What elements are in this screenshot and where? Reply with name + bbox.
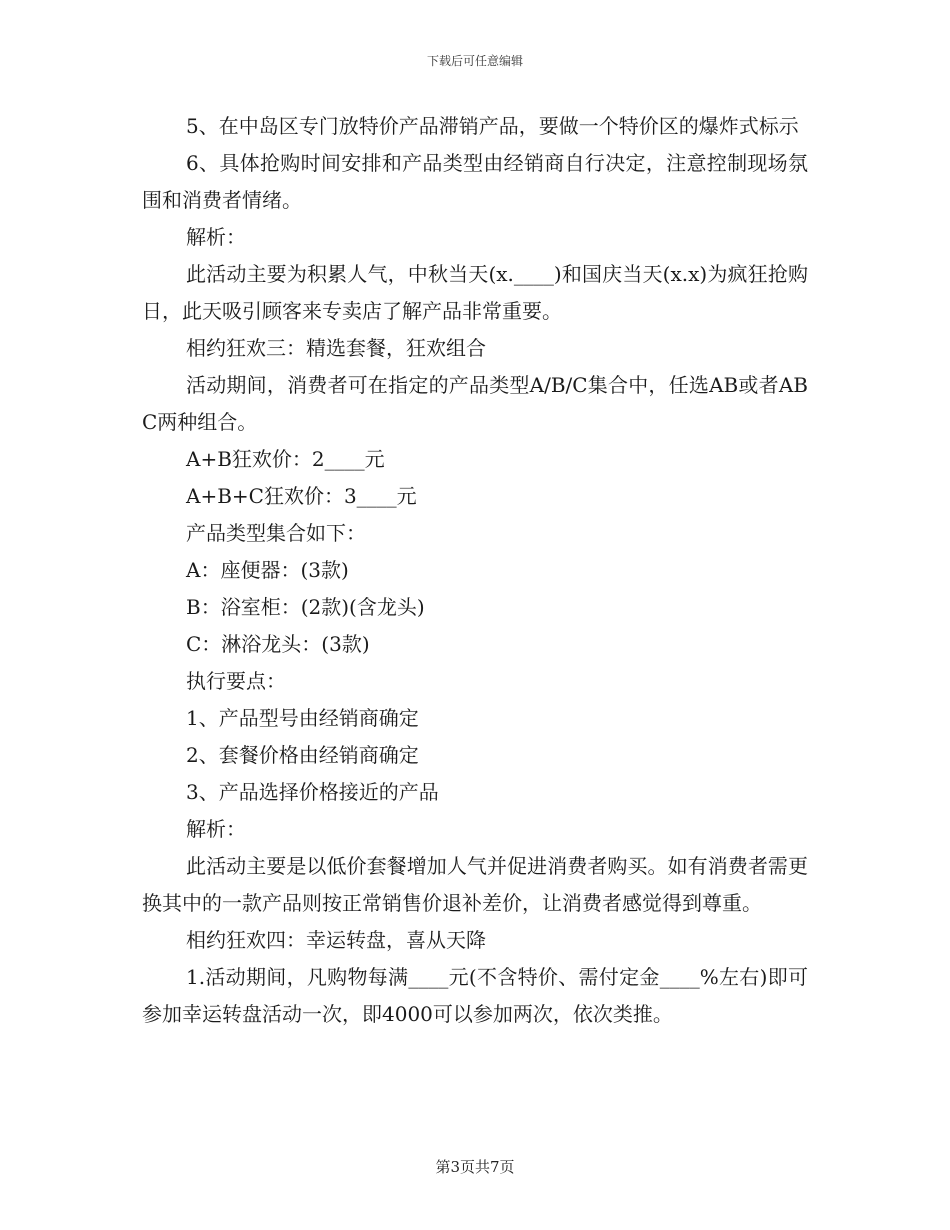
product-set-a: A：座便器：(3款) — [186, 558, 349, 582]
analysis-paragraph-2: 此活动主要是以低价套餐增加人气并促进消费者购买。如有消费者需更换其中的一款产品则按正常销售价退补差价，让消费者感觉得到尊重。 — [142, 854, 808, 915]
document-body — [142, 108, 808, 1033]
analysis-paragraph: 此活动主要为积累人气，中秋当天(x.____)和国庆当天(x.x)为疯狂抢购日，此天吸引顾客来专卖店了解产品非常重要。 — [142, 262, 808, 323]
analysis-heading-2: 解析： — [186, 817, 246, 841]
activity-description: 活动期间，消费者可在指定的产品类型A/B/C集合中，任选AB或者ABC两种组合。 — [142, 373, 808, 434]
wheel-activity-rule: 1.活动期间，凡购物每满____元(不含特价、需付定金____%左右)即可参加幸运转盘活动一次，即4000可以参加两次，依次类推。 — [142, 965, 808, 1026]
execution-point-3: 3、产品选择价格接近的产品 — [186, 780, 439, 804]
analysis-heading: 解析： — [186, 225, 246, 249]
page-header: 下载后可任意编辑 — [426, 54, 523, 68]
price-ab: A+B狂欢价：2____元 — [186, 447, 385, 471]
execution-point-1: 1、产品型号由经销商确定 — [186, 706, 419, 730]
price-abc: A+B+C狂欢价：3____元 — [186, 484, 417, 508]
product-set-b: B：浴室柜：(2款)(含龙头) — [186, 595, 425, 619]
execution-points-heading: 执行要点： — [186, 669, 286, 693]
execution-point-2: 2、套餐价格由经销商确定 — [186, 743, 419, 767]
section-heading-four: 相约狂欢四：幸运转盘，喜从天降 — [186, 928, 486, 952]
page-footer: 第3页共7页 — [435, 1158, 515, 1176]
section-heading-three: 相约狂欢三：精选套餐，狂欢组合 — [186, 336, 486, 360]
product-set-c: C：淋浴龙头：(3款) — [186, 632, 370, 656]
paragraph-item-5: 5、在中岛区专门放特价产品滞销产品，要做一个特价区的爆炸式标示 — [186, 114, 799, 138]
paragraph-item-6: 6、具体抢购时间安排和产品类型由经销商自行决定，注意控制现场氛围和消费者情绪。 — [142, 151, 808, 212]
product-set-heading: 产品类型集合如下： — [186, 521, 366, 545]
